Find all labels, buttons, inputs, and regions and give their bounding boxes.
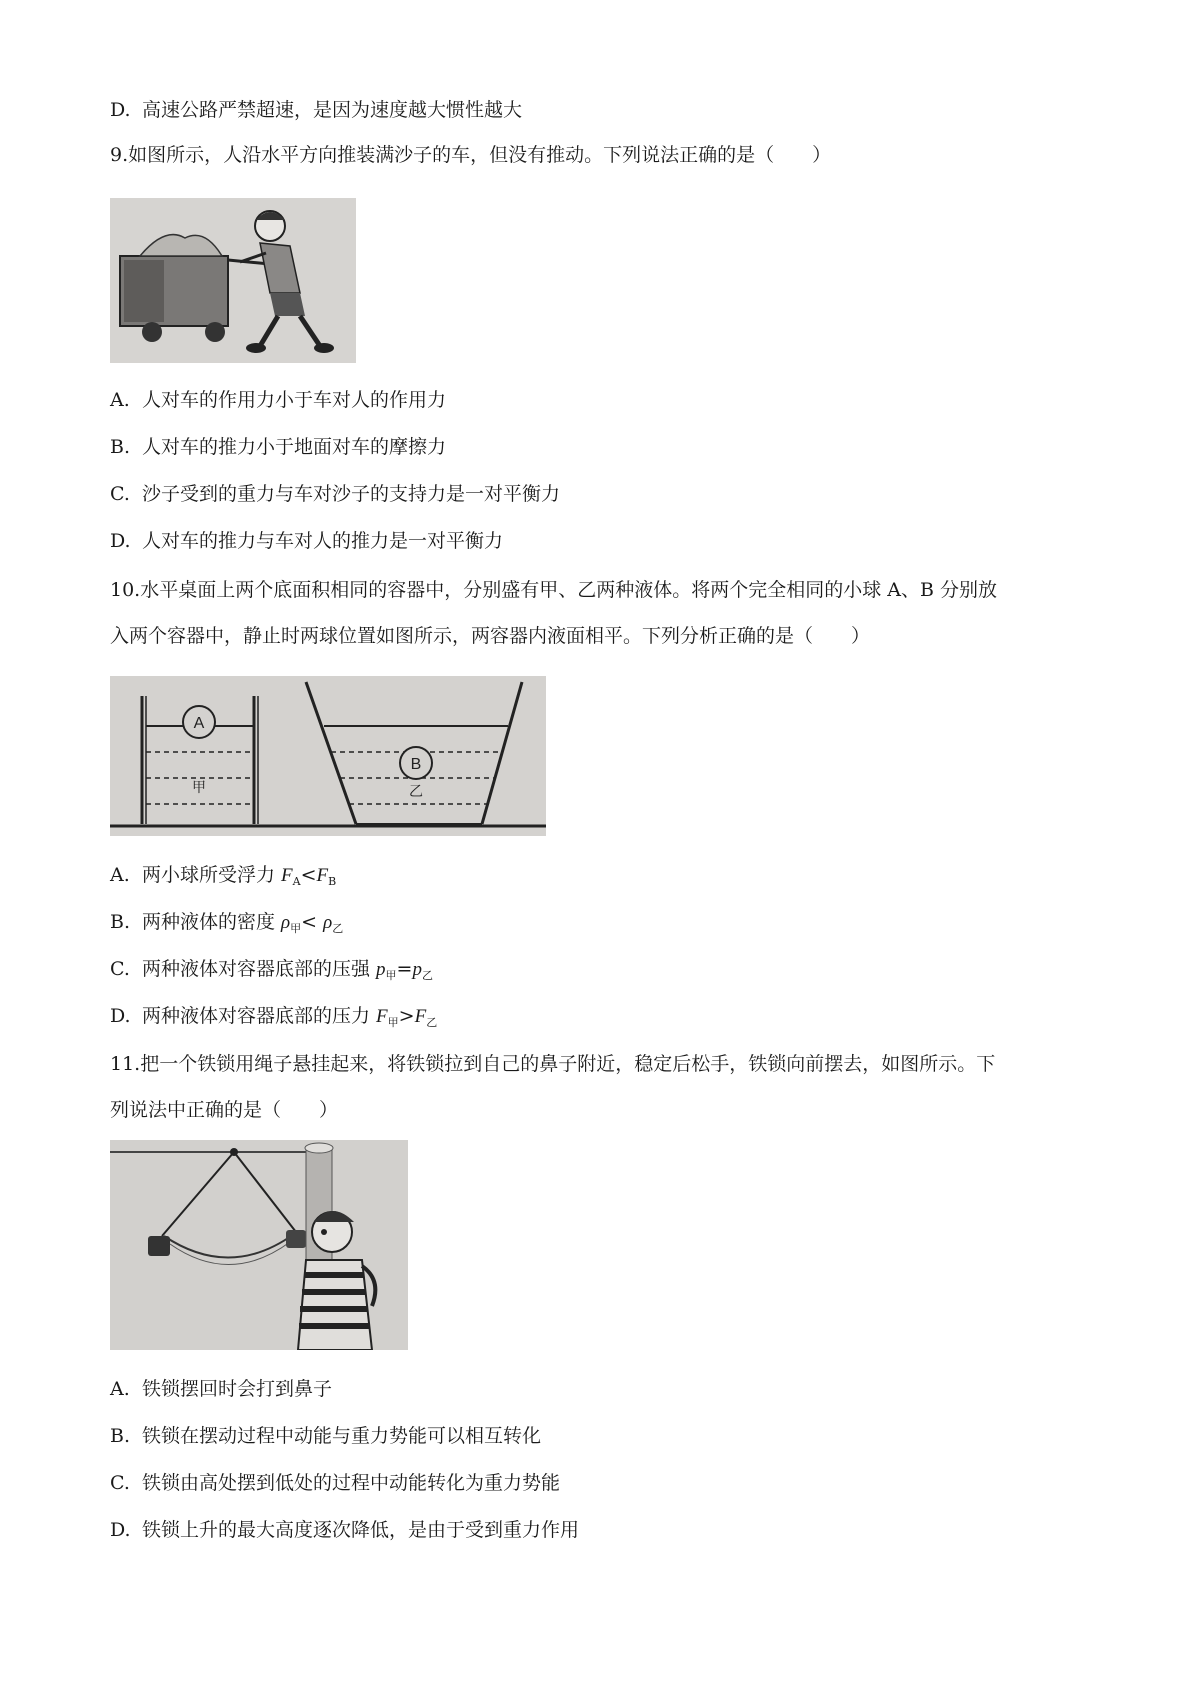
option-text: 两种液体对容器底部的压强 (142, 958, 377, 980)
option-letter: B. (110, 1425, 131, 1447)
formula-symbol: ρ (281, 912, 291, 933)
option-text: 人对车的作用力小于车对人的作用力 (142, 389, 447, 411)
q10-option-b (110, 909, 343, 942)
option-text: 两种液体对容器底部的压力 (142, 1005, 377, 1027)
formula-subscript: 甲 (387, 1016, 399, 1029)
formula-subscript: 甲 (385, 969, 397, 982)
q10-option-c (110, 956, 433, 989)
q11-option-d (110, 1517, 579, 1543)
q11-option-c (110, 1470, 560, 1496)
option-text: 铁锁上升的最大高度逐次降低，是由于受到重力作用 (142, 1519, 580, 1541)
q9-option-d (110, 528, 503, 554)
formula-operator: < (300, 864, 317, 886)
formula-symbol: p (376, 959, 386, 980)
liquid-b-label: 乙 (409, 784, 423, 800)
formula-symbol: F (281, 865, 293, 886)
formula-symbol: F (316, 865, 329, 886)
q9-option-b (110, 434, 446, 460)
q11-stem-line1: 11.把一个铁锁用绳子悬挂起来，将铁锁拉到自己的鼻子附近，稳定后松手，铁锁向前摆去，如图所示。下 (110, 1053, 996, 1075)
option-letter: D. (110, 530, 131, 552)
formula-symbol: p (412, 959, 422, 980)
ball-a-label: A (193, 715, 205, 732)
option-text: 高速公路严禁超速，是因为速度越大惯性越大 (142, 99, 523, 121)
formula-symbol: ρ (323, 912, 333, 933)
liquid-a-label: 甲 (192, 780, 206, 796)
q10-figure-containers (110, 676, 546, 836)
option-letter: A. (110, 1378, 130, 1400)
q9-figure-push-cart (110, 198, 356, 363)
option-letter: A. (110, 389, 130, 411)
formula-symbol: F (414, 1006, 427, 1027)
formula-subscript: 甲 (290, 922, 302, 935)
option-text: 两小球所受浮力 (142, 864, 282, 886)
option-letter: D. (110, 1005, 131, 1027)
q9-option-c (110, 481, 560, 507)
option-letter: D. (110, 99, 131, 121)
q10-stem-line1: 10.水平桌面上两个底面积相同的容器中，分别盛有甲、乙两种液体。将两个完全相同的小球 A、B 分别放 (110, 579, 997, 601)
option-text: 铁锁由高处摆到低处的过程中动能转化为重力势能 (142, 1472, 561, 1494)
formula-subscript: A (292, 875, 301, 888)
q10-option-d (110, 1003, 437, 1036)
q8-option-d (110, 97, 522, 123)
option-letter: B. (110, 911, 131, 933)
formula-operator: > (398, 1005, 415, 1027)
option-letter: D. (110, 1519, 131, 1541)
q9-stem: 9.如图所示，人沿水平方向推装满沙子的车，但没有推动。下列说法正确的是（ ） (110, 144, 832, 166)
option-letter: C. (110, 958, 130, 980)
option-text: 人对车的推力小于地面对车的摩擦力 (142, 436, 447, 458)
option-text: 人对车的推力与车对人的推力是一对平衡力 (142, 530, 504, 552)
q10-stem-line2: 入两个容器中，静止时两球位置如图所示，两容器内液面相平。下列分析正确的是（ ） (110, 625, 871, 647)
formula-symbol: F (376, 1006, 388, 1027)
option-letter: C. (110, 1472, 130, 1494)
formula-subscript: 乙 (421, 969, 433, 982)
option-text: 铁锁在摆动过程中动能与重力势能可以相互转化 (142, 1425, 542, 1447)
option-text: 铁锁摆回时会打到鼻子 (142, 1378, 333, 1400)
formula-operator: < (301, 911, 324, 933)
formula-operator: = (396, 958, 413, 980)
formula-subscript: B (328, 875, 337, 888)
q11-figure-pendulum (110, 1140, 408, 1350)
q11-stem-line2: 列说法中正确的是（ ） (110, 1099, 339, 1121)
option-letter: B. (110, 436, 131, 458)
q11-option-a (110, 1376, 332, 1402)
formula-subscript: 乙 (332, 922, 344, 935)
q11-option-b (110, 1423, 541, 1449)
option-text: 沙子受到的重力与车对沙子的支持力是一对平衡力 (142, 483, 561, 505)
option-letter: A. (110, 864, 130, 886)
formula-subscript: 乙 (426, 1016, 438, 1029)
option-letter: C. (110, 483, 130, 505)
q9-option-a (110, 387, 446, 413)
option-text: 两种液体的密度 (142, 911, 282, 933)
ball-b-label: B (410, 756, 422, 773)
q10-option-a (110, 862, 336, 895)
